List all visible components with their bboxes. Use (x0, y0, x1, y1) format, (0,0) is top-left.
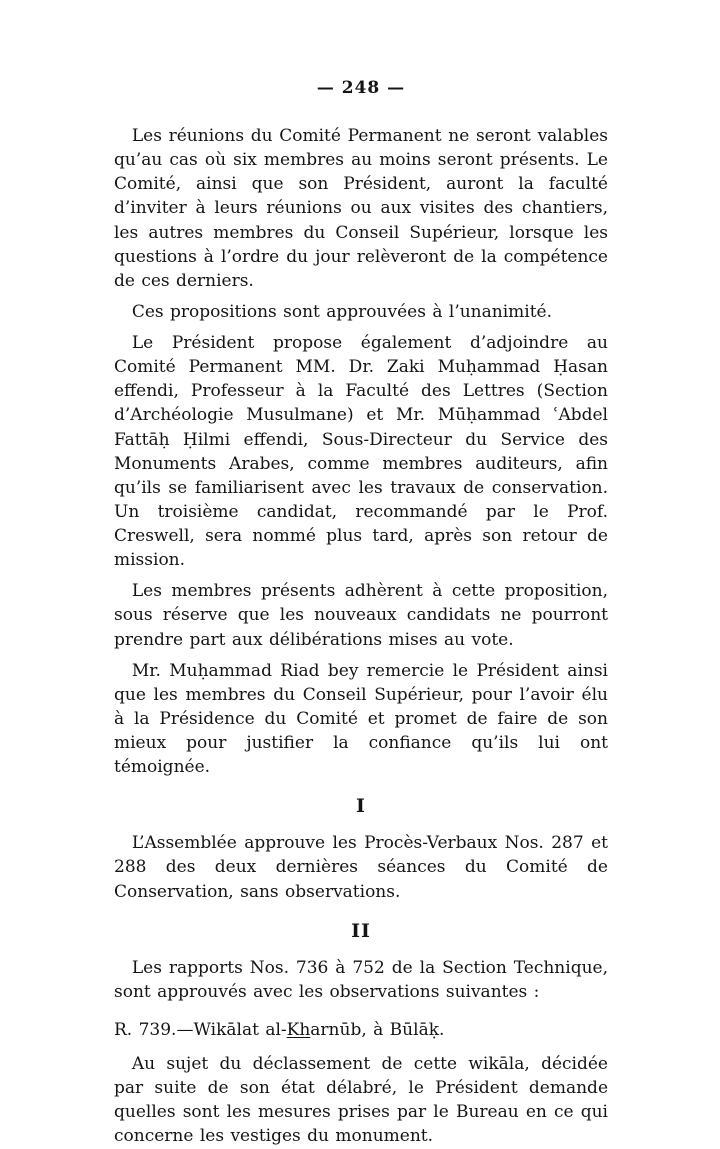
entry-text-prefix: R. 739.—Wikālat al- (114, 1019, 287, 1040)
paragraph-riad-bey-remercie: Mr. Muḥammad Riad bey remercie le Président ainsi que les membres du Conseil Supérieur, pour l’avoir élu à la Présidence du Comité et promet de faire de son mieux pour justifier la confiance qu’ils lui ont témoignée. (114, 660, 608, 778)
paragraph-reunions-comite: Les réunions du Comité Permanent ne seront valables qu’au cas où six membres au moins seront présents. Le Comité, ainsi que son Président, auront la faculté d’inviter à leurs réunions ou aux visites des chantiers, les autres membres du Conseil Supérieur, lorsque les questions à l’ordre du jour relèveront de la compétence de ces derniers. (114, 126, 608, 291)
section-heading-I: I (356, 795, 366, 818)
paragraph-rapports-section-technique: Les rapports Nos. 736 à 752 de la Section Technique, sont approuvés avec les observations suivantes : (114, 957, 608, 1002)
paragraph-propositions-approuvees: Ces propositions sont approuvées à l’unanimité. (131, 301, 552, 322)
paragraph-declassement-wikala: Au sujet du déclassement de cette wikāla, décidée par suite de son état délabré, le Président demande quelles sont les mesures prises par le Bureau en ce qui concerne les vestiges du monument. (114, 1054, 608, 1147)
report-entry-739 (114, 1018, 608, 1042)
entry-text-suffix: arnūb, à Būlāḳ. (310, 1019, 445, 1040)
page-number: — 248 — (316, 78, 406, 98)
section-heading-II: II (351, 919, 371, 942)
entry-kh-underlined: Kh (286, 1019, 311, 1040)
paragraph-president-propose: Le Président propose également d’adjoindre au Comité Permanent MM. Dr. Zaki Muḥammad Ḥasan effendi, Professeur à la Faculté des Lettres (Section d’Archéologie Musulmane) et Mr. Mūḥammad ʿAbdel Fattāḥ Ḥilmi effendi, Sous-Directeur du Service des Monuments Arabes, comme membres auditeurs, afin qu’ils se familiarisent avec les travaux de conservation. Un troisième candidat, recommandé par le Prof. Creswell, sera nommé plus tard, après son retour de mission. (114, 333, 608, 571)
paragraph-assemblee-approuve: L’Assemblée approuve les Procès-Verbaux Nos. 287 et 288 des deux dernières séances du Comité de Conservation, sans observations. (114, 833, 608, 902)
paragraph-membres-adherent: Les membres présents adhèrent à cette proposition, sous réserve que les nouveaux candidats ne pourront prendre part aux délibérations mises au vote. (114, 581, 608, 650)
